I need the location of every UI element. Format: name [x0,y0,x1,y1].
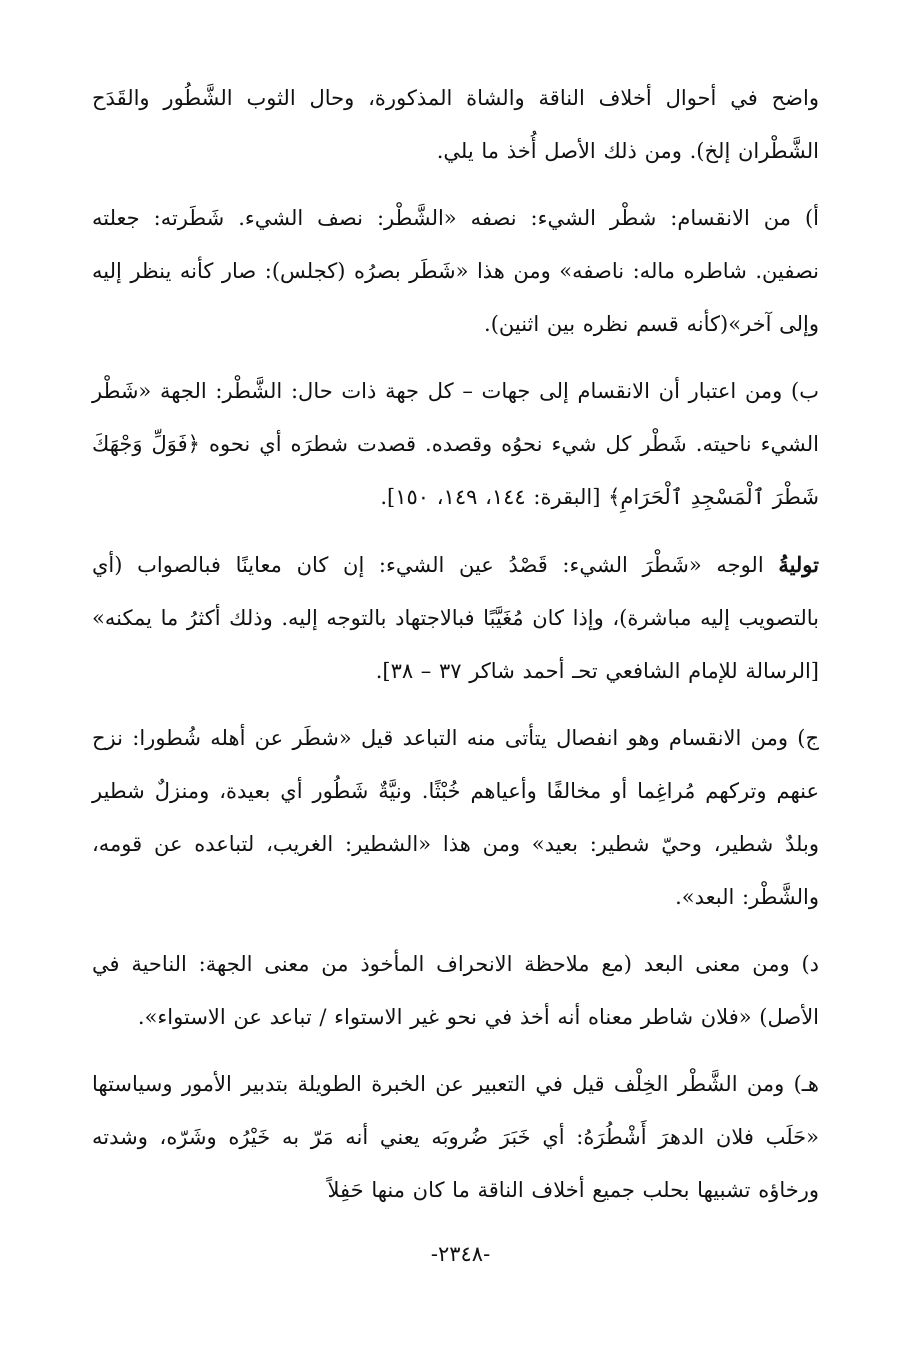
page-number: -٢٣٤٨- [430,1242,491,1266]
paragraph-tawliya-text: الوجه «شَطْرَ الشيء: قَصْدُ عين الشيء: إن كان معاينًا فبالصواب (أي بالتصويب إليه مباشرة)، وإذا كان مُغَيَّبًا فبالاجتهاد بالتوجه إليه. وذلك أكثرُ ما يمكنه» [الرسالة للإمام الشافعي تحـ أحمد شاكر ٣٧ – ٣٨]. [92,553,819,683]
paragraph-h [92,1058,819,1217]
paragraph-d-text: د) ومن معنى البعد (مع ملاحظة الانحراف المأخوذ من معنى الجهة: الناحية في الأصل) «فلان شاطر معناه أنه أخذ في نحو غير الاستواء / تباعد عن الاستواء». [92,952,819,1029]
paragraph-h-text: هـ) ومن الشَّطْر الخِلْف قيل في التعبير عن الخبرة الطويلة بتدبير الأمور وسياستها «حَلَب فلان الدهرَ أَشْطُرَهُ: أي خَبَرَ ضُروبَه يعني أنه مَرّ به خَيْرُه وشَرّه، وشدته ورخاؤه تشبيها بحلب جميع أخلاف الناقة ما كان منها حَفِلاً [92,1072,819,1202]
paragraph-d [92,938,819,1044]
paragraph-a-text: أ) من الانقسام: شطْر الشيء: نصفه «الشَّطْر: نصف الشيء. شَطَرته: جعلته نصفين. شاطره ماله: ناصفه» ومن هذا «شَطَر بصرُه (كجلس): صار كأنه ينظر إليه وإلى آخر»(كأنه قسم نظره بين اثنين). [92,206,819,336]
paragraph-b [92,365,819,524]
body-text [92,72,819,1231]
paragraph-1-text: واضح في أحوال أخلاف الناقة والشاة المذكورة، وحال الثوب الشَّطُور والقَدَح الشَّطْران إلخ). ومن ذلك الأصل أُخذ ما يلي. [92,86,819,163]
paragraph-j [92,712,819,924]
paragraph-a [92,192,819,351]
paragraph-tawliya [92,538,819,698]
paragraph-1 [92,72,819,178]
paragraph-tawliya-lead: توليةُ [778,552,819,577]
paragraph-j-text: ج) ومن الانقسام وهو انفصال يتأتى منه التباعد قيل «شطَر عن أهله شُطورا: نزح عنهم وتركهم مُراغِما أو مخالفًا وأعياهم خُبْثًا. ونيَّةٌ شَطُور أي بعيدة، ومنزلٌ شطير وبلدٌ شطير، وحيّ شطير: بعيد» ومن هذا «الشطير: الغريب، لتباعده عن قومه، والشَّطْر: البعد». [92,726,819,909]
paragraph-b-text: ب) ومن اعتبار أن الانقسام إلى جهات – كل جهة ذات حال: الشَّطْر: الجهة «شَطْر الشيء ناحيته. شَطْر كل شيء نحوُه وقصده. قصدت شطرَه أي نحوه ﴿فَوَلِّ وَجْهَكَ شَطْرَ ٱلْمَسْجِدِ ٱلْحَرَامِ﴾ [البقرة: ١٤٤، ١٤٩، ١٥٠]. [92,379,819,509]
